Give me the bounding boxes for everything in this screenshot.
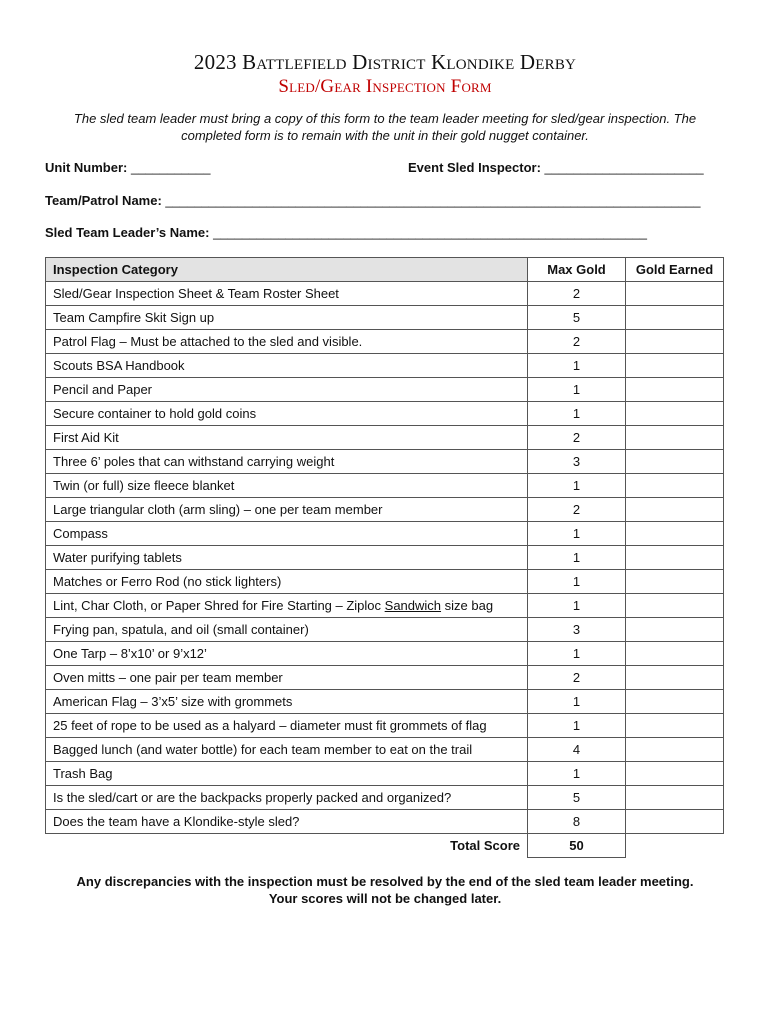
table-row	[46, 450, 724, 474]
gold-earned-cell[interactable]	[626, 378, 724, 402]
gold-earned-cell[interactable]	[626, 282, 724, 306]
max-gold-cell: 4	[528, 738, 626, 762]
table-row	[46, 546, 724, 570]
header-category: Inspection Category	[46, 258, 528, 282]
table-row	[46, 642, 724, 666]
gold-earned-cell[interactable]	[626, 546, 724, 570]
unit-number-field[interactable]	[45, 160, 211, 175]
table-row	[46, 402, 724, 426]
team-name-field[interactable]	[45, 193, 700, 208]
team-name-label: Team/Patrol Name:	[45, 193, 162, 208]
category-cell: Does the team have a Klondike-style sled?	[46, 810, 528, 834]
discrepancy-note-line1: Any discrepancies with the inspection must be resolved by the end of the sled team leader meeting.	[76, 874, 694, 889]
table-row	[46, 690, 724, 714]
gold-earned-cell[interactable]	[626, 474, 724, 498]
gold-earned-cell[interactable]	[626, 330, 724, 354]
table-header-row	[46, 258, 724, 282]
max-gold-cell: 3	[528, 618, 626, 642]
unit-number-label: Unit Number:	[45, 160, 128, 175]
leader-name-label: Sled Team Leader’s Name:	[45, 225, 210, 240]
form-title: 2023 Battlefield District Klondike Derby	[193, 50, 577, 74]
table-row	[46, 666, 724, 690]
max-gold-cell: 1	[528, 642, 626, 666]
team-name-blank[interactable]: __________________________________________________________________________	[165, 193, 701, 208]
max-gold-cell: 1	[528, 594, 626, 618]
max-gold-cell: 2	[528, 330, 626, 354]
category-cell: Frying pan, spatula, and oil (small container)	[46, 618, 528, 642]
category-cell: Pencil and Paper	[46, 378, 528, 402]
table-row	[46, 522, 724, 546]
max-gold-cell: 1	[528, 402, 626, 426]
category-cell: Patrol Flag – Must be attached to the sled and visible.	[46, 330, 528, 354]
max-gold-cell: 5	[528, 306, 626, 330]
header-max-gold: Max Gold	[528, 258, 626, 282]
intro-text: The sled team leader must bring a copy of this form to the team leader meeting for sled/gear inspection. The completed form is to remain with the unit in their gold nugget container.	[73, 111, 697, 143]
max-gold-cell: 1	[528, 474, 626, 498]
table-row	[46, 738, 724, 762]
sandwich-emphasis: Sandwich	[384, 598, 442, 613]
gold-earned-cell[interactable]	[626, 306, 724, 330]
category-cell: Is the sled/cart or are the backpacks properly packed and organized?	[46, 786, 528, 810]
category-cell: Sled/Gear Inspection Sheet & Team Roster Sheet	[46, 282, 528, 306]
table-row	[46, 354, 724, 378]
discrepancy-note	[0, 873, 770, 907]
max-gold-cell: 1	[528, 522, 626, 546]
gold-earned-cell[interactable]	[626, 738, 724, 762]
max-gold-cell: 1	[528, 714, 626, 738]
event-inspector-blank[interactable]: ______________________	[544, 160, 704, 175]
unit-number-blank[interactable]: ___________	[130, 160, 211, 175]
max-gold-cell: 5	[528, 786, 626, 810]
gold-earned-cell[interactable]	[626, 642, 724, 666]
table-row	[46, 570, 724, 594]
category-cell: Scouts BSA Handbook	[46, 354, 528, 378]
table-row	[46, 306, 724, 330]
gold-earned-cell[interactable]	[626, 714, 724, 738]
leader-name-blank[interactable]: ____________________________________________________________	[213, 225, 647, 240]
table-row	[46, 498, 724, 522]
gold-earned-cell[interactable]	[626, 810, 724, 834]
table-row	[46, 618, 724, 642]
table-row	[46, 786, 724, 810]
table-row	[46, 762, 724, 786]
inspection-table	[45, 257, 724, 858]
max-gold-cell: 2	[528, 666, 626, 690]
category-cell: Twin (or full) size fleece blanket	[46, 474, 528, 498]
total-score-label: Total Score	[46, 834, 528, 858]
category-cell: Trash Bag	[46, 762, 528, 786]
total-score-value: 50	[528, 834, 626, 858]
table-row	[46, 810, 724, 834]
gold-earned-cell[interactable]	[626, 450, 724, 474]
gold-earned-cell[interactable]	[626, 594, 724, 618]
gold-earned-cell[interactable]	[626, 570, 724, 594]
gold-earned-cell[interactable]	[626, 354, 724, 378]
max-gold-cell: 8	[528, 810, 626, 834]
table-row	[46, 426, 724, 450]
table-row	[46, 594, 724, 618]
max-gold-cell: 2	[528, 498, 626, 522]
category-cell: Lint, Char Cloth, or Paper Shred for Fire Starting – Ziploc Sandwich size bag	[46, 594, 528, 618]
max-gold-cell: 1	[528, 378, 626, 402]
discrepancy-note-line2: Your scores will not be changed later.	[268, 891, 502, 906]
gold-earned-cell[interactable]	[626, 426, 724, 450]
category-cell: 25 feet of rope to be used as a halyard – diameter must fit grommets of flag	[46, 714, 528, 738]
category-cell: Oven mitts – one pair per team member	[46, 666, 528, 690]
max-gold-cell: 1	[528, 354, 626, 378]
category-cell: Matches or Ferro Rod (no stick lighters)	[46, 570, 528, 594]
table-row	[46, 330, 724, 354]
category-cell: Secure container to hold gold coins	[46, 402, 528, 426]
category-cell: American Flag – 3’x5’ size with grommets	[46, 690, 528, 714]
table-row	[46, 474, 724, 498]
category-cell: First Aid Kit	[46, 426, 528, 450]
gold-earned-cell[interactable]	[626, 690, 724, 714]
table-row	[46, 282, 724, 306]
max-gold-cell: 1	[528, 762, 626, 786]
category-cell: Water purifying tablets	[46, 546, 528, 570]
max-gold-cell: 3	[528, 450, 626, 474]
gold-earned-cell[interactable]	[626, 522, 724, 546]
gold-earned-cell[interactable]	[626, 666, 724, 690]
gold-earned-cell[interactable]	[626, 498, 724, 522]
event-inspector-label: Event Sled Inspector:	[408, 160, 541, 175]
total-row	[46, 834, 724, 858]
table-row	[46, 714, 724, 738]
gold-earned-cell[interactable]	[626, 786, 724, 810]
header-gold-earned: Gold Earned	[626, 258, 724, 282]
category-cell: Team Campfire Skit Sign up	[46, 306, 528, 330]
category-cell: One Tarp – 8’x10’ or 9’x12’	[46, 642, 528, 666]
max-gold-cell: 2	[528, 282, 626, 306]
category-cell: Large triangular cloth (arm sling) – one per team member	[46, 498, 528, 522]
leader-name-field[interactable]	[45, 225, 647, 240]
category-cell: Three 6’ poles that can withstand carrying weight	[46, 450, 528, 474]
max-gold-cell: 1	[528, 690, 626, 714]
total-empty-cell	[626, 834, 724, 858]
category-cell: Compass	[46, 522, 528, 546]
max-gold-cell: 2	[528, 426, 626, 450]
form-subtitle: Sled/Gear Inspection Form	[278, 76, 492, 97]
table-row	[46, 378, 724, 402]
gold-earned-cell[interactable]	[626, 402, 724, 426]
max-gold-cell: 1	[528, 570, 626, 594]
max-gold-cell: 1	[528, 546, 626, 570]
gold-earned-cell[interactable]	[626, 762, 724, 786]
gold-earned-cell[interactable]	[626, 618, 724, 642]
event-inspector-field[interactable]	[408, 160, 704, 175]
category-cell: Bagged lunch (and water bottle) for each team member to eat on the trail	[46, 738, 528, 762]
